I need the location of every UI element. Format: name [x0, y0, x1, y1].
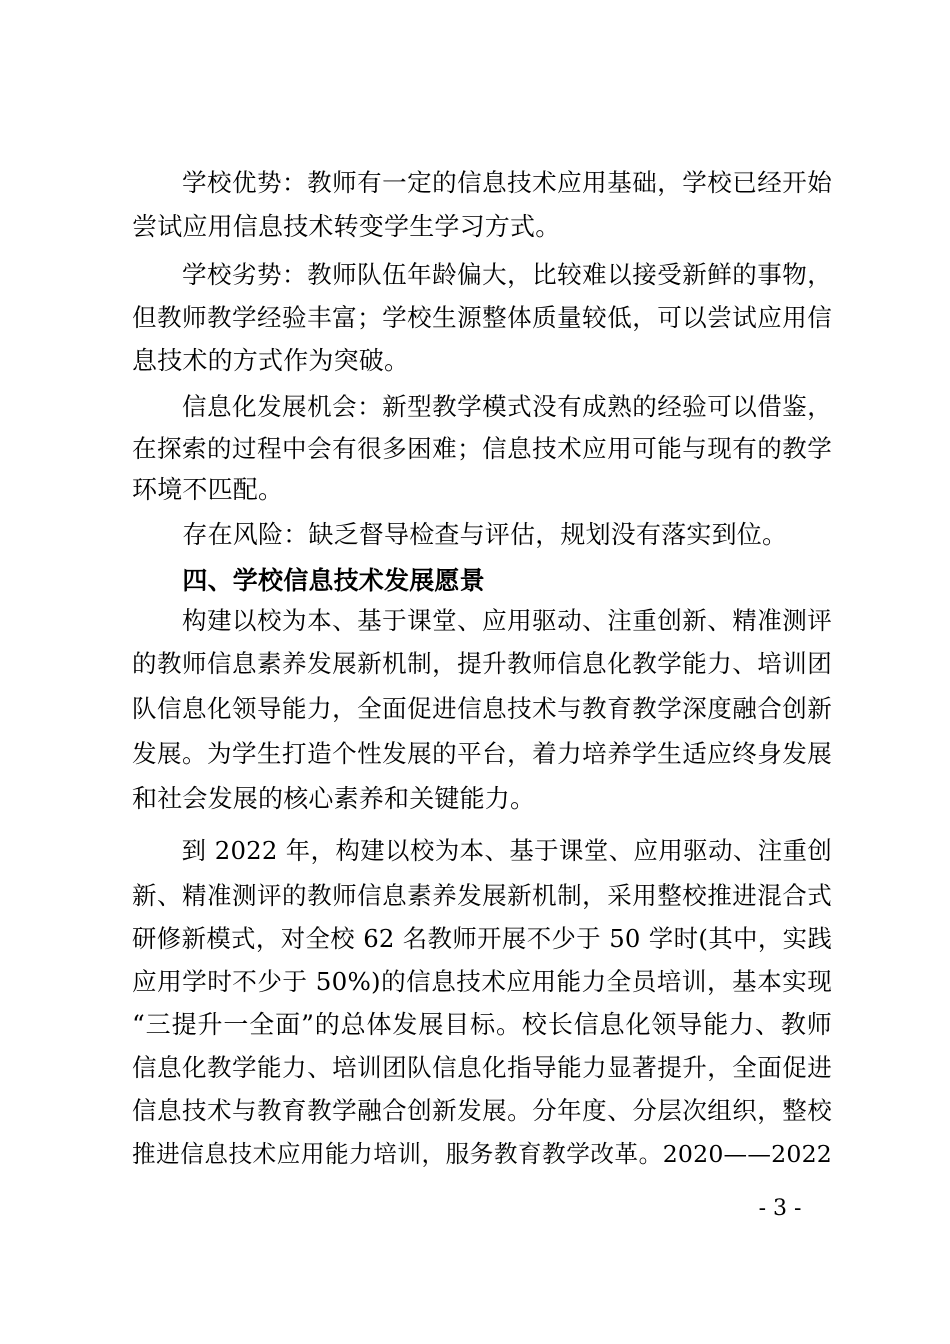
paragraph-line: 环境不匹配。	[132, 475, 284, 504]
paragraph-line: 信息化发展机会：新型教学模式没有成熟的经验可以借鉴，	[132, 392, 832, 421]
paragraph-line: 和社会发展的核心素养和关键能力。	[132, 784, 536, 813]
paragraph-line: 存在风险：缺乏督导检查与评估，规划没有落实到位。	[132, 520, 788, 549]
paragraph-line: 队信息化领导能力，全面促进信息技术与教育教学深度融合创新	[132, 694, 832, 723]
paragraph-line: 学校劣势：教师队伍年龄偏大，比较难以接受新鲜的事物，	[132, 260, 832, 289]
paragraph-line: 构建以校为本、基于课堂、应用驱动、注重创新、精准测评	[132, 606, 832, 635]
paragraph-line: 信息化教学能力、培训团队信息化指导能力显著提升，全面促进	[132, 1053, 832, 1082]
paragraph-line: 学校优势：教师有一定的信息技术应用基础，学校已经开始	[132, 168, 832, 197]
paragraph-line: 应用学时不少于 50%)的信息技术应用能力全员培训，基本实现	[132, 967, 832, 996]
paragraph-line: 新、精准测评的教师信息素养发展新机制，采用整校推进混合式	[132, 881, 832, 910]
page-number: - 3 -	[758, 1196, 802, 1221]
paragraph-line: 信息技术与教育教学融合创新发展。分年度、分层次组织，整校	[132, 1096, 832, 1125]
paragraph-line: “三提升一全面”的总体发展目标。校长信息化领导能力、教师	[132, 1010, 832, 1039]
paragraph-line: 的教师信息素养发展新机制，提升教师信息化教学能力、培训团	[132, 649, 832, 678]
paragraph-line: 推进信息技术应用能力培训，服务教育教学改革。2020——2022	[132, 1140, 832, 1168]
paragraph-line: 到 2022 年，构建以校为本、基于课堂、应用驱动、注重创	[132, 836, 832, 865]
paragraph-line: 研修新模式，对全校 62 名教师开展不少于 50 学时(其中，实践	[132, 924, 832, 953]
section-heading: 四、学校信息技术发展愿景	[132, 566, 485, 595]
paragraph-line: 在探索的过程中会有很多困难；信息技术应用可能与现有的教学	[132, 434, 832, 463]
paragraph-line: 息技术的方式作为突破。	[132, 346, 410, 375]
paragraph-line: 发展。为学生打造个性发展的平台，着力培养学生适应终身发展	[132, 739, 832, 768]
paragraph-line: 但教师教学经验丰富；学校生源整体质量较低，可以尝试应用信	[132, 303, 832, 332]
paragraph-line: 尝试应用信息技术转变学生学习方式。	[132, 212, 561, 241]
